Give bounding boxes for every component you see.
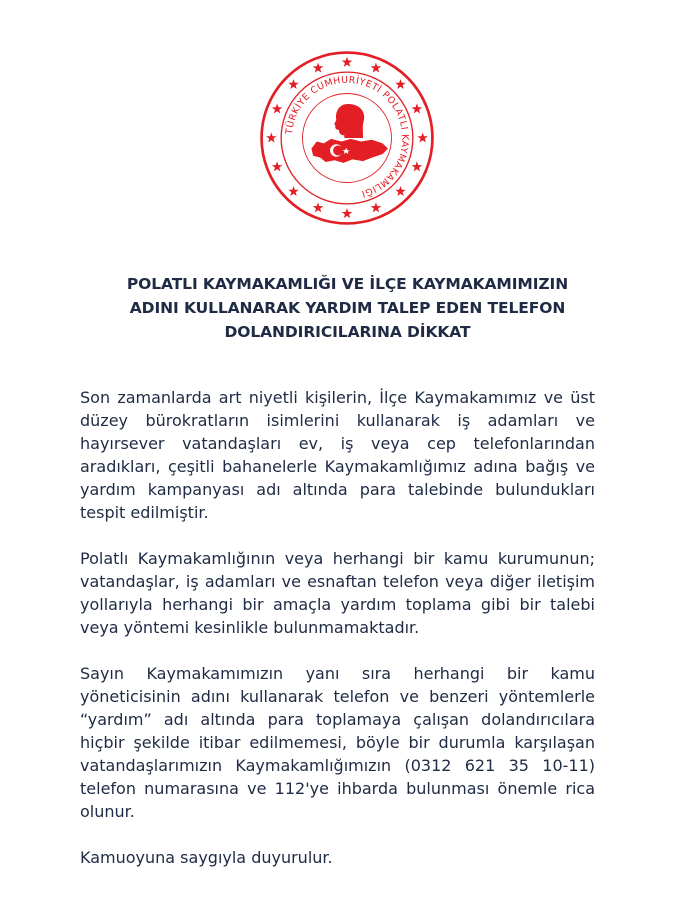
seal-star-icon [395,186,405,196]
seal-star-icon [313,202,323,212]
seal-star-icon [371,63,381,73]
seal-star-icon [288,79,298,89]
announcement-title [60,272,635,344]
seal-star-icon [288,186,298,196]
seal-star-icon [395,79,405,89]
seal-star-icon [272,161,283,171]
seal-star-icon [412,104,423,114]
svg-text:TÜRKİYE CUMHURİYETİ POLATLI KA: TÜRKİYE CUMHURİYETİ POLATLI KAYMAKAMLIĞI [283,74,411,200]
kaymakamlik-seal-logo [258,49,436,227]
seal-star-icon [342,208,353,218]
closing-line: Kamuoyuna saygıyla duyurulur. [80,848,333,867]
seal-star-icon [272,104,283,114]
title-line-1: POLATLI KAYMAKAMLIĞI VE İLÇE KAYMAKAMIMIZIN [126,275,569,293]
seal-star-icon [342,57,353,67]
paragraph-3: Sayın Kaymakamımızın yanı sıra herhangi bir kamu yöneticisinin adını kullanarak telefon ve benzeri yöntemlerle “yardım” adı altında para toplamaya çalışan dolandırıcılara hiçbir şekilde itibar edilmemesi, böyle bir durumla karşılaşan vatandaşlarımızın Kaymakamlığımızın (0312 621 35 10-11) telefon numarasına ve 112'ye ihbarda bulunması önemle rica olunur. [80,664,595,821]
title-line-3: DOLANDIRICILARINA DİKKAT [224,323,471,341]
seal-star-icon [371,202,381,212]
announcement-body [80,386,595,869]
title-line-2: ADINI KULLANARAK YARDIM TALEP EDEN TELEFON [129,299,566,317]
seal-star-icon [412,161,423,171]
seal-star-icon [266,132,277,142]
paragraph-1: Son zamanlarda art niyetli kişilerin, İlçe Kaymakamımız ve üst düzey bürokratların isimlerini kullanarak iş adamları ve hayırsever vatandaşları ev, iş veya cep telefonlarından aradıkları, çeşitli bahanelerle Kaymakamlığımız adına bağış ve yardım kampanyası adı altında para talebinde bulundukları tespit edilmiştir. [80,388,595,522]
paragraph-2: Polatlı Kaymakamlığının veya herhangi bir kamu kurumunun; vatandaşlar, iş adamları ve esnaftan telefon veya diğer iletişim yollarıyla herhangi bir amaçla yardım toplama gibi bir talebi veya yöntemi kesinlikle bulunmamaktadır. [80,549,595,637]
seal-star-icon [417,132,428,142]
seal-star-icon [313,63,323,73]
